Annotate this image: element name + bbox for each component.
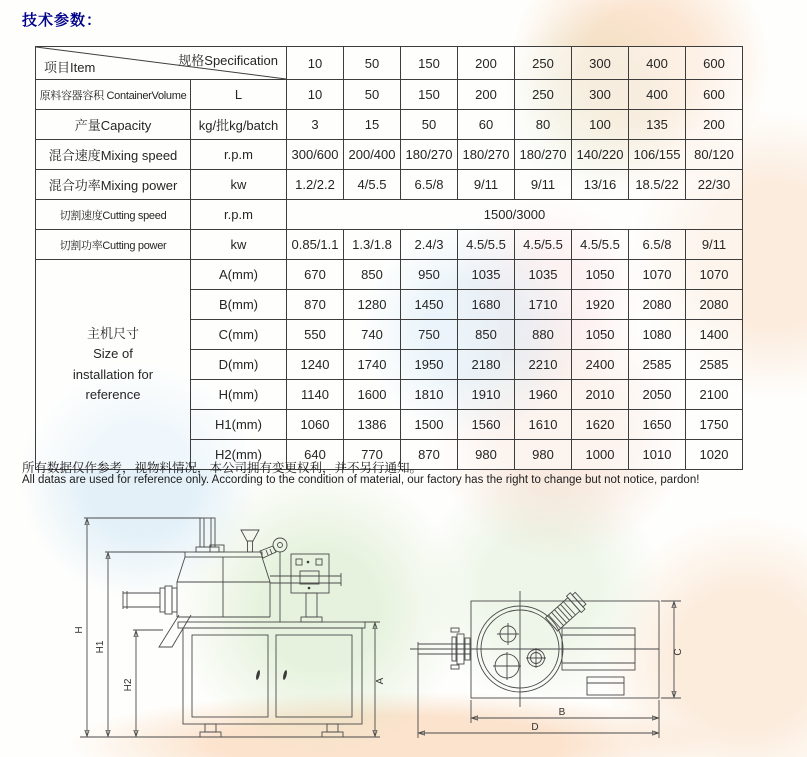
value-cell: 1280 <box>344 290 401 320</box>
value-cell: 740 <box>344 320 401 350</box>
value-cell: 180/270 <box>458 140 515 170</box>
value-cell: 2080 <box>629 290 686 320</box>
value-cell: 640 <box>287 440 344 470</box>
value-cell: 9/11 <box>686 230 743 260</box>
dim-name-cell: H(mm) <box>191 380 287 410</box>
value-cell: 80 <box>515 110 572 140</box>
value-cell: 2080 <box>686 290 743 320</box>
value-cell: 1610 <box>515 410 572 440</box>
value-cell: 1500 <box>401 410 458 440</box>
value-cell: 2400 <box>572 350 629 380</box>
dim-name-cell: H1(mm) <box>191 410 287 440</box>
size-section-label-line: Size of <box>93 346 133 362</box>
value-cell: 770 <box>344 440 401 470</box>
value-cell: 2585 <box>629 350 686 380</box>
size-section-label-line: reference <box>85 386 141 402</box>
value-cell: 1600 <box>344 380 401 410</box>
size-row <box>36 260 743 290</box>
value-cell: 2585 <box>686 350 743 380</box>
model-column-header: 400 <box>629 47 686 80</box>
value-cell: 2210 <box>515 350 572 380</box>
spec-header-label: 规格Specification <box>178 53 278 68</box>
spec-row <box>36 200 743 230</box>
row-label: 产量Capacity <box>36 110 191 140</box>
unit-cell: kw <box>191 170 287 200</box>
value-cell: 4.5/5.5 <box>572 230 629 260</box>
spec-row <box>36 110 743 140</box>
dim-name-cell: C(mm) <box>191 320 287 350</box>
value-cell: 550 <box>287 320 344 350</box>
value-cell: 10 <box>287 80 344 110</box>
value-cell: 100 <box>572 110 629 140</box>
value-cell: 850 <box>344 260 401 290</box>
model-column-header: 250 <box>515 47 572 80</box>
value-cell: 1920 <box>572 290 629 320</box>
value-cell: 950 <box>401 260 458 290</box>
spec-table <box>35 46 743 470</box>
value-cell: 2010 <box>572 380 629 410</box>
value-cell: 1035 <box>515 260 572 290</box>
dim-label-h1: H1 <box>95 640 106 654</box>
value-cell: 50 <box>344 80 401 110</box>
value-cell: 6.5/8 <box>401 170 458 200</box>
value-cell: 2050 <box>629 380 686 410</box>
table-corner-cell <box>36 47 287 80</box>
value-cell: 600 <box>686 80 743 110</box>
value-cell: 1500/3000 <box>287 200 743 230</box>
value-cell: 980 <box>458 440 515 470</box>
unit-cell: kw <box>191 230 287 260</box>
value-cell: 1400 <box>686 320 743 350</box>
value-cell: 1020 <box>686 440 743 470</box>
value-cell: 1620 <box>572 410 629 440</box>
model-column-header: 200 <box>458 47 515 80</box>
value-cell: 1050 <box>572 260 629 290</box>
dim-label-h: H <box>74 626 85 634</box>
value-cell: 50 <box>401 110 458 140</box>
value-cell: 22/30 <box>686 170 743 200</box>
model-column-header: 300 <box>572 47 629 80</box>
value-cell: 1680 <box>458 290 515 320</box>
unit-cell: kg/批kg/batch <box>191 110 287 140</box>
value-cell: 880 <box>515 320 572 350</box>
spec-row <box>36 230 743 260</box>
size-section-label <box>36 260 191 470</box>
value-cell: 1710 <box>515 290 572 320</box>
value-cell: 1910 <box>458 380 515 410</box>
value-cell: 1450 <box>401 290 458 320</box>
value-cell: 1000 <box>572 440 629 470</box>
value-cell: 300 <box>572 80 629 110</box>
value-cell: 135 <box>629 110 686 140</box>
value-cell: 1035 <box>458 260 515 290</box>
dim-name-cell: A(mm) <box>191 260 287 290</box>
value-cell: 106/155 <box>629 140 686 170</box>
value-cell: 200 <box>686 110 743 140</box>
dim-label-d: D <box>531 722 539 733</box>
value-cell: 15 <box>344 110 401 140</box>
value-cell: 870 <box>401 440 458 470</box>
unit-cell: r.p.m <box>191 200 287 230</box>
top-view-diagram <box>400 555 790 755</box>
value-cell: 4.5/5.5 <box>515 230 572 260</box>
value-cell: 300/600 <box>287 140 344 170</box>
dim-label-b: B <box>558 707 566 718</box>
dim-name-cell: H2(mm) <box>191 440 287 470</box>
value-cell: 250 <box>515 80 572 110</box>
value-cell: 3 <box>287 110 344 140</box>
value-cell: 0.85/1.1 <box>287 230 344 260</box>
disclaimer-cn: 所有数据仅作参考，视物料情况，本公司拥有变更权利，并不另行通知。 <box>22 461 423 475</box>
value-cell: 1750 <box>686 410 743 440</box>
unit-cell: r.p.m <box>191 140 287 170</box>
value-cell: 870 <box>287 290 344 320</box>
value-cell: 670 <box>287 260 344 290</box>
row-label: 切割速度Cutting speed <box>36 200 191 230</box>
item-header-label: 项目Item <box>44 60 96 75</box>
front-view-diagram <box>60 505 390 755</box>
size-section-label-line: installation for <box>72 366 154 382</box>
value-cell: 1240 <box>287 350 344 380</box>
value-cell: 1.2/2.2 <box>287 170 344 200</box>
row-label: 混合速度Mixing speed <box>36 140 191 170</box>
page-title: 技术参数： <box>22 12 103 29</box>
value-cell: 2180 <box>458 350 515 380</box>
value-cell: 6.5/8 <box>629 230 686 260</box>
value-cell: 1070 <box>629 260 686 290</box>
unit-cell: L <box>191 80 287 110</box>
value-cell: 1810 <box>401 380 458 410</box>
value-cell: 200 <box>458 80 515 110</box>
spec-row <box>36 80 743 110</box>
value-cell: 750 <box>401 320 458 350</box>
dim-label-a: A <box>375 677 386 685</box>
value-cell: 2.4/3 <box>401 230 458 260</box>
value-cell: 1386 <box>344 410 401 440</box>
model-column-header: 50 <box>344 47 401 80</box>
spec-row <box>36 170 743 200</box>
value-cell: 9/11 <box>515 170 572 200</box>
dim-label-c: C <box>673 648 684 656</box>
model-column-header: 10 <box>287 47 344 80</box>
value-cell: 1650 <box>629 410 686 440</box>
value-cell: 1140 <box>287 380 344 410</box>
value-cell: 1560 <box>458 410 515 440</box>
value-cell: 13/16 <box>572 170 629 200</box>
value-cell: 400 <box>629 80 686 110</box>
value-cell: 18.5/22 <box>629 170 686 200</box>
value-cell: 2100 <box>686 380 743 410</box>
spec-row <box>36 140 743 170</box>
value-cell: 4/5.5 <box>344 170 401 200</box>
value-cell: 1010 <box>629 440 686 470</box>
dim-name-cell: B(mm) <box>191 290 287 320</box>
value-cell: 1960 <box>515 380 572 410</box>
value-cell: 1950 <box>401 350 458 380</box>
value-cell: 850 <box>458 320 515 350</box>
value-cell: 9/11 <box>458 170 515 200</box>
value-cell: 1060 <box>287 410 344 440</box>
table-header-row <box>36 47 743 80</box>
value-cell: 1070 <box>686 260 743 290</box>
value-cell: 180/270 <box>515 140 572 170</box>
value-cell: 180/270 <box>401 140 458 170</box>
value-cell: 200/400 <box>344 140 401 170</box>
row-label: 切割功率Cutting power <box>36 230 191 260</box>
value-cell: 980 <box>515 440 572 470</box>
model-column-header: 150 <box>401 47 458 80</box>
row-label: 混合功率Mixing power <box>36 170 191 200</box>
value-cell: 1080 <box>629 320 686 350</box>
disclaimer-en: All datas are used for reference only. According to the condition of material, our factory has the right to change but not notice, pardon! <box>22 474 700 486</box>
size-section-label-line: 主机尺寸 <box>86 326 139 342</box>
value-cell: 80/120 <box>686 140 743 170</box>
value-cell: 60 <box>458 110 515 140</box>
row-label: 原料容器容积 ContainerVolume <box>36 80 191 110</box>
value-cell: 140/220 <box>572 140 629 170</box>
value-cell: 150 <box>401 80 458 110</box>
dim-name-cell: D(mm) <box>191 350 287 380</box>
value-cell: 4.5/5.5 <box>458 230 515 260</box>
model-column-header: 600 <box>686 47 743 80</box>
value-cell: 1.3/1.8 <box>344 230 401 260</box>
dim-label-h2: H2 <box>123 678 134 692</box>
value-cell: 1050 <box>572 320 629 350</box>
value-cell: 1740 <box>344 350 401 380</box>
